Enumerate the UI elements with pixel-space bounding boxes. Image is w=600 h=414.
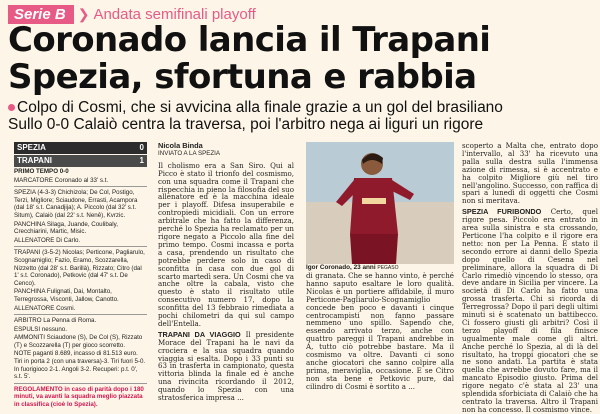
sidebar-arbitro: ARBITRO La Penna di Roma. xyxy=(14,317,97,325)
byline: Nicola Binda xyxy=(158,141,203,150)
deck-line-1-text: Colpo di Cosmi, che si avvicina alla finale grazie a un gol del brasiliano xyxy=(17,99,503,116)
article-subhead: SPEZIA FURIBONDO xyxy=(462,207,542,217)
bullet-dot-icon xyxy=(8,104,15,111)
article-column-1 xyxy=(158,142,294,402)
caption-credit: PEGASO xyxy=(377,265,399,271)
deck-line-2: Sullo 0-0 Calaiò centra la traversa, poi l'arbitro nega ai liguri un rigore xyxy=(8,116,484,133)
away-score: 1 xyxy=(139,156,144,166)
score-row-away xyxy=(14,155,147,167)
divider xyxy=(14,186,147,187)
sidebar-regolamento: REGOLAMENTO in caso di parità dopo i 180 minuti, va avanti la squadra meglio piazzata in classifica (cioè lo Spezia). xyxy=(14,385,144,409)
sidebar-trapani-bench: PANCHINA Fulignati, Dai, Montalto, Terregrossa, Visconti, Jallow, Canotto. xyxy=(14,288,119,303)
home-score: 0 xyxy=(139,143,144,153)
caption-text: Igor Coronado, 23 anni xyxy=(306,264,376,271)
sidebar-primo-tempo: PRIMO TEMPO 0-0 xyxy=(14,168,69,175)
sidebar-marcatore: MARCATORE Coronado al 33' s.t. xyxy=(14,176,109,184)
sidebar-trapani-lineup: TRAPANI (3-5-2) Nicolas; Perticone, Pagliarulo, Scognamiglio; Fazio, Eramo, Scozzarella, Nizzetto (dal 28' s.t. Barillà), Rizzato; Citro (dal 1' s.t. Coronado), Petkovic (dal 47' s.t. De Cenco). xyxy=(14,249,145,287)
sidebar-spezia-bench: PANCHINA Silaga, Juande, Coulibaly, Crecchiarini, Martic, Misic. xyxy=(14,220,118,236)
article-column-2 xyxy=(306,266,454,391)
score-row-home xyxy=(14,142,147,154)
away-team: TRAPANI xyxy=(17,156,52,166)
section-label: Serie B xyxy=(8,5,74,24)
section-subtitle: Andata semifinali playoff xyxy=(93,5,256,23)
sidebar-ammoniti: AMMONITI Sciaudone (S), De Col (S), Rizzato (T) e Scozzarella (T) per gioco scorretto. xyxy=(14,334,143,349)
home-team: SPEZIA xyxy=(17,143,46,153)
player-illustration xyxy=(306,142,454,264)
article-paragraph: Il cholismo era a San Siro. Qui al Picco è stato il trionfo del cosmismo, con una squadra come il Trapani che rispecchia in pieno la filosofia del suo allenatore ed è la macchina ideale per i playoff. Difesa insuperabile e contropiedi micidiali. Con un errore arbitrale che ha fatto la differenza, perché lo Spezia ha reclamato per un rigore negato a Piccolo alla fine del primo tempo. Cosmi incassa e porta a casa, prendendo un risultato che potrebbe perdere solo in caso di sconfitta in casa con due gol di scarto martedì sera. Un Cosmi che va anche oltre la cabala, visto che questo è stato il risultato utile consecutivo numero 17, dopo la sconfitta del 13 febbraio rimediata a pochi chilometri da qui sul campo dell'Entella. xyxy=(158,160,294,328)
deck xyxy=(8,99,600,133)
player-photo xyxy=(306,142,454,264)
deck-line-1 xyxy=(8,99,600,116)
sidebar-note: NOTE paganti 8.689, incasso di 81.513 euro. Tiri in porta 2 (con una traversa)-3. Tiri fuori 5-0. In fuorigioco 2-1. Angoli 3-2. Recuperi: p.t. 0', s.t. 5'. xyxy=(14,350,146,381)
headline-line-1: Coronado lancia il Trapani xyxy=(8,20,491,60)
article-column-3 xyxy=(462,142,598,414)
article-paragraph-text: Certo, quel rigore pesa. Piccolo era entrato in area sulla sinistra e sta crossando, Perticone l'ha colpito e il rigore era netto: non per La Penna. È stato il secondo errore ai danni dello Spezia dopo quello di Cesena nel preliminare, allora la squadra di Di Carlo rimediò vincendo lo stesso, ora deve andare in Sicilia per vincere. La società di Di Carlo ha fatto una grossa trasferta. Chi si ricorda di Terregrossa? Dopo il pari degli ultimi minuti si è scatenato un battibecco. Ci fossero giusti gli arbitri? Così il terzo playoff di fila finisce ugualmente male come gli altri. Anche perché lo Spezia, al di là del risultato, ha troppi giocatori che se ne sono andati. La partita è stata quella che avrebbe dovuto fare, ma il mancato Episodio giusto. Prima del rigore negato c'è stata al 23' una splendida sforbiciata di Calaiò che ha centrato la traversa. Altro il Trapani non ha concesso. Il cosmismo vince. xyxy=(462,207,598,414)
article-paragraph: scoperto a Malta che, entrato dopo l'intervallo, al 33' ha ricevuto una palla sulla destra sulla l'immensa azione di rimessa, si è accentrato e ha colpito Migliore giù nel tiro nell'angolino. Successo, con raffica di spari a lunedì di oggetti che Cosmi non si meritava. xyxy=(462,141,598,206)
article-paragraph-text: Il presidente Morace del Trapani ha le navi da crociera e la sua squadra quando viaggia si esalta. Dopo i 33 punti su 63 in trasferta in campionato, questa vittoria blinda la finale ed è anche una rivincita ricordando il 2012, quando lo Spezia con una stratosferica impresa ... xyxy=(158,329,294,403)
headline-line-2: Spezia, sfortuna e rabbia xyxy=(8,57,477,97)
sidebar-spezia-lineup: SPEZIA (4-3-3) Chichizola; De Col, Postigo, Terzi, Migliore; Sciaudone, Errasti, Acampora (dal 18' s.t. Canadjija); A. Piccolo (dal 32' s.t. Situm), Calaiò (dal 22' s.t. Nenê), Kvrzic. xyxy=(14,189,138,219)
article-paragraph xyxy=(462,208,598,414)
headline xyxy=(8,22,600,96)
sidebar-spezia-coach: ALLENATORE Di Carlo. xyxy=(14,236,81,244)
byline-role: INVIATO A LA SPEZIA xyxy=(158,149,221,157)
match-sidebar xyxy=(14,142,147,409)
divider xyxy=(14,246,147,247)
divider xyxy=(14,383,147,384)
article-paragraph: di granata. Che se hanno vinto, è perché hanno saputo esaltare le loro qualità. Nicolas è un portiere affidabile, il muro Perticone-Pagliarulo-Scognamiglio concede ben poco e davanti i cinque centrocampisti non fanno passare nemmeno uno spillo. Sapendo che, essendo arrivato terzo, anche con quattro pareggi il Trapani andrebbe in A, tutto ciò potrebbe bastare. Ma il cosmismo va oltre. Davanti ci sono anche giocatori che sanno colpire alla prima, meraviglia, occasione. E se Citro non sta bene e Petkovic pure, dal cilindro di Cosmi è sortito a ... xyxy=(306,271,454,391)
sidebar-espulsi: ESPULSI nessuno. xyxy=(14,325,67,333)
article-paragraph xyxy=(158,331,294,402)
article-subhead: TRAPANI DA VIAGGIO xyxy=(158,329,241,339)
divider xyxy=(14,314,147,315)
sidebar-trapani-coach: ALLENATORE Cosmi. xyxy=(14,304,76,312)
chevron-right-icon: ❯ xyxy=(77,5,90,22)
